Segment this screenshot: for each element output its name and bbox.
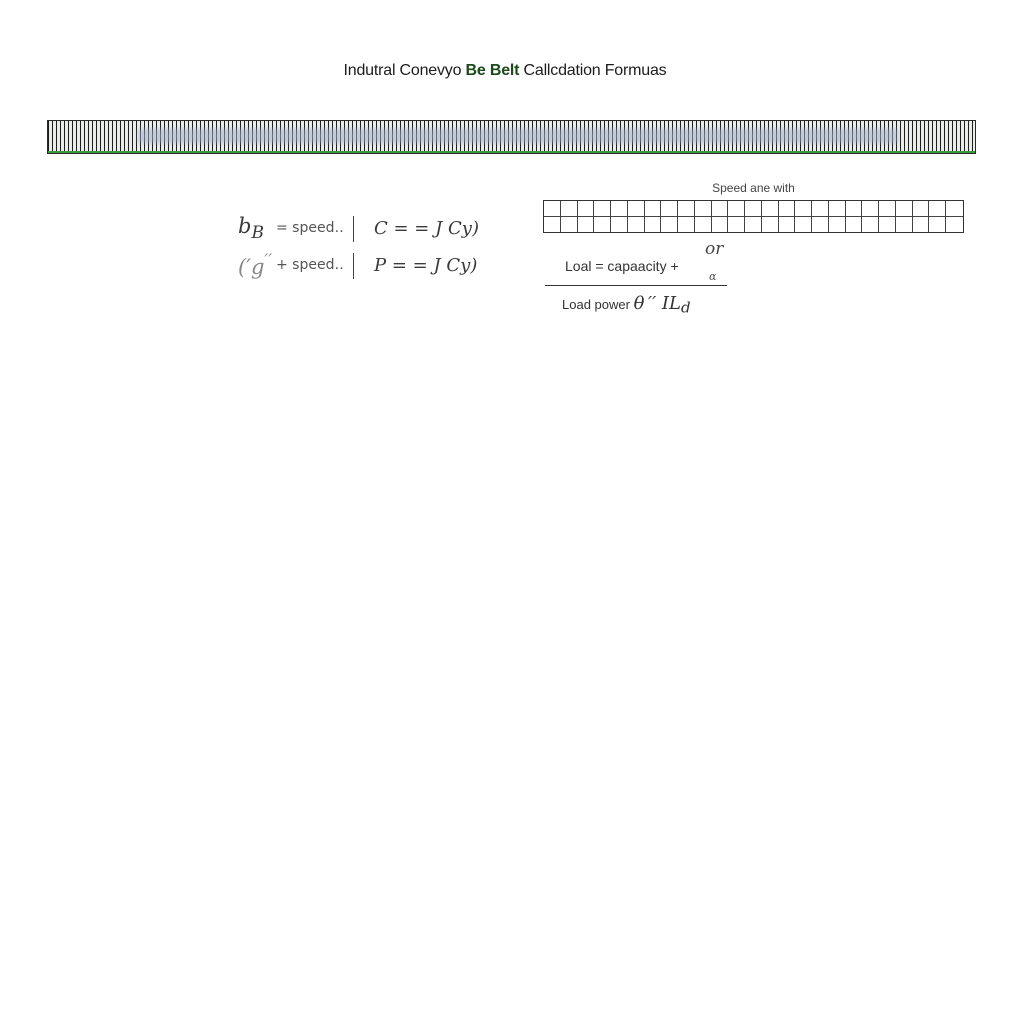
speed-table-cell — [628, 201, 645, 217]
speed-table-cell — [862, 201, 879, 217]
formula-row-1-rhs: C = = J Cy) — [374, 218, 480, 239]
formula-row-2-divider — [353, 253, 354, 279]
speed-table-cell — [779, 201, 796, 217]
speed-table-cell — [611, 201, 628, 217]
speed-table-cell — [929, 201, 946, 217]
speed-table-cell — [678, 201, 695, 217]
formula-row-1-lhs-base: b — [238, 214, 252, 238]
speed-table-cell — [846, 217, 863, 233]
speed-table-cell — [829, 217, 846, 233]
speed-table-cell — [611, 217, 628, 233]
conveyor-belt-illustration — [47, 120, 976, 154]
speed-table-cell — [712, 201, 729, 217]
formula-row-2 — [236, 249, 496, 286]
speed-table-cell — [594, 217, 611, 233]
speed-table-label: Speed ane with — [712, 181, 795, 195]
speed-table-cell — [578, 217, 595, 233]
speed-table-cell — [745, 201, 762, 217]
speed-table-cell — [896, 201, 913, 217]
speed-table-cell — [829, 201, 846, 217]
speed-table-cell — [645, 217, 662, 233]
speed-table-cell — [561, 217, 578, 233]
load-formula — [545, 239, 745, 326]
speed-table-cell — [544, 201, 561, 217]
formula-row-2-lhs — [238, 251, 272, 279]
speed-table-cell — [846, 201, 863, 217]
belt-smudge — [138, 129, 898, 143]
speed-table-cell — [728, 217, 745, 233]
speed-table-cell — [812, 217, 829, 233]
formula-row-2-lhs-base: (′g — [238, 255, 265, 279]
speed-table-cell — [762, 201, 779, 217]
speed-table-cell — [913, 201, 930, 217]
speed-table-cell — [946, 201, 963, 217]
formula-row-1-lhs-sub: B — [251, 223, 264, 244]
speed-table-cell — [661, 201, 678, 217]
load-power-math-c: d — [681, 298, 691, 317]
speed-table-cell — [745, 217, 762, 233]
load-power-text: Load power — [562, 297, 634, 312]
speed-table-cell — [879, 217, 896, 233]
speed-table-cell — [779, 217, 796, 233]
speed-table-cell — [678, 217, 695, 233]
speed-table-cell — [862, 217, 879, 233]
speed-table-cell — [695, 201, 712, 217]
speed-table-cell — [929, 217, 946, 233]
speed-table-cell — [812, 201, 829, 217]
speed-table-cell — [913, 217, 930, 233]
speed-table-cell — [728, 201, 745, 217]
load-power-math-b: ′′ IL — [648, 293, 681, 314]
load-power-math-a: θ — [633, 293, 645, 314]
formula-row-1-middle: = speed‥ — [276, 220, 344, 236]
speed-table-cell — [578, 201, 595, 217]
speed-table-cell — [661, 217, 678, 233]
speed-table-cell — [544, 217, 561, 233]
speed-table-cell — [879, 201, 896, 217]
load-capacity-text: Loal = capaacity + — [565, 258, 679, 274]
speed-table-cell — [594, 201, 611, 217]
speed-table-cell — [628, 217, 645, 233]
speed-table-cell — [896, 217, 913, 233]
speed-table-cell — [762, 217, 779, 233]
load-capacity-sub: α — [709, 270, 717, 283]
speed-table-cell — [695, 217, 712, 233]
belt-green-edge — [48, 151, 975, 153]
speed-table-cell — [645, 201, 662, 217]
load-power-line — [562, 293, 691, 317]
formula-row-2-middle: + speed‥ — [276, 257, 344, 273]
speed-table-cell — [561, 201, 578, 217]
speed-table-cell — [795, 201, 812, 217]
formula-block — [236, 212, 496, 286]
fraction-line — [545, 285, 727, 286]
page-title — [0, 62, 1010, 80]
formula-row-1-divider — [353, 216, 354, 242]
speed-table-cell — [712, 217, 729, 233]
title-part-2: Be Belt — [465, 62, 520, 79]
title-part-3: Callcdation Formuas — [519, 62, 667, 79]
formula-row-1 — [236, 212, 496, 249]
formula-row-2-lhs-sup: ′′ — [264, 251, 273, 271]
speed-table-cell — [946, 217, 963, 233]
formula-row-2-rhs: P = = J Cy) — [374, 255, 478, 276]
title-part-1: Indutral Conevyo — [343, 62, 466, 79]
load-capacity-sup: or — [705, 239, 724, 259]
formula-row-1-lhs — [238, 214, 264, 243]
speed-table-cell — [795, 217, 812, 233]
speed-width-table — [543, 200, 964, 233]
